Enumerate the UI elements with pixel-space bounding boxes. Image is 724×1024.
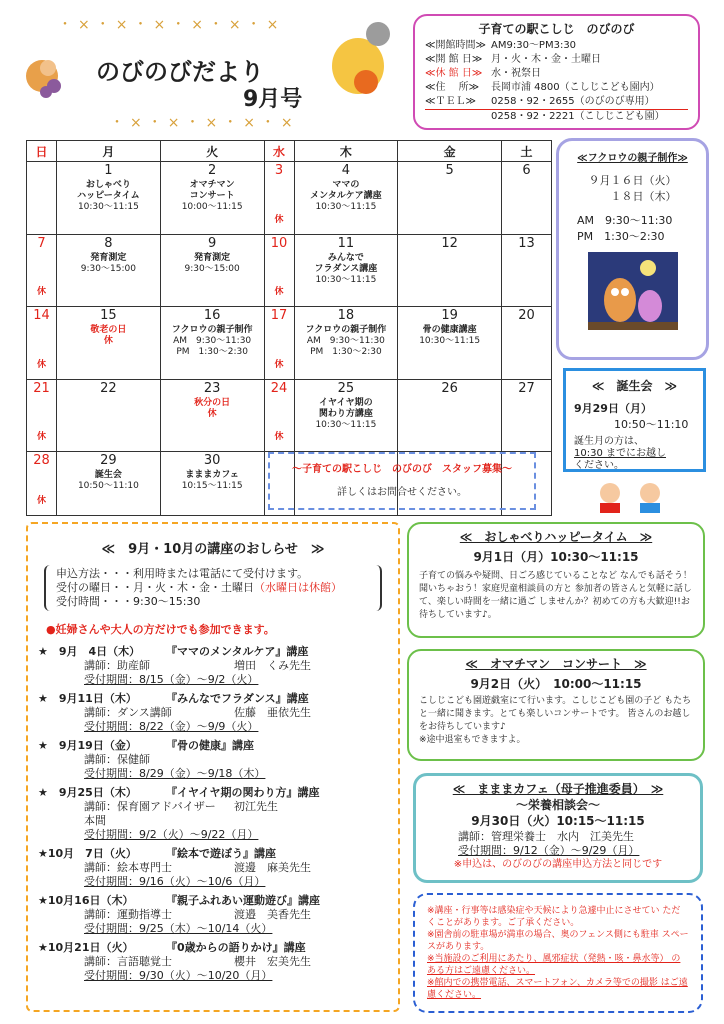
lecture-role: 講師：絵本専門士 [84,861,172,874]
event-title: 誕生会 [94,470,122,480]
concert-date: 9月2日（火） 10:00～11:15 [470,677,642,691]
calendar-day-cell [398,234,502,307]
lecture-period: 受付期間：8/29（金）～9/18（木） [84,767,266,780]
calendar-day-cell [264,162,294,235]
birthday-note-3: ください。 [574,460,624,471]
event-title: 骨の健康講座 [422,325,477,335]
staff-recruit-title: ～子育ての駅こしじ のびのび スタッフ募集～ [292,464,512,475]
lecture-date: ★ 9月11日（木） [38,692,137,705]
day-number: 1 [104,163,113,178]
day-number: 18 [337,308,355,323]
header-decoration-top: ・×・×・×・×・×・× [58,17,285,33]
day-number: 7 [37,235,46,251]
day-number: 12 [441,235,458,251]
event-title: メンタルケア講座 [310,191,382,201]
apply-info [44,565,382,611]
calendar-day-cell [160,162,264,235]
event-title: ハッピータイム [77,191,140,201]
birthday-note-1: 誕生月の方は、 [574,436,644,447]
day-number: 14 [33,308,50,323]
day-number: 30 [203,453,221,468]
lecture-item [38,786,388,842]
note-item: ※園舎前の駐車場が満車の場合、奥のフェンス側にも駐車 スペースがあります。 [427,930,689,952]
event-time: PM 1:30～2:30 [310,347,382,357]
calendar-day-cell [398,307,502,380]
cafe-teacher: 講師：管理栄養士 水内 江美先生 [458,830,634,843]
day-number: 15 [100,308,117,323]
lecture-name: 『ママのメンタルケア』講座 [166,645,309,658]
closed-label: 休 [36,359,46,370]
closed-label: 休 [36,496,46,506]
newsletter-issue: 9月号 [243,87,303,112]
day-number: 28 [33,453,50,468]
calendar-day-cell [27,379,57,452]
calendar-day-cell [264,234,294,307]
calendar-day-cell [264,307,294,380]
calendar-day-cell [57,234,161,307]
owl-craft-box [556,138,709,360]
calendar-day-cell [294,234,398,307]
apply-method: 申込方法・・・利用時または電話にて受付けます。 [56,567,309,580]
concert-note: ※途中退室もできますよ。 [419,735,526,745]
lecture-item [38,739,388,781]
pregnant-notice: ●妊婦さんや大人の方だけでも参加できます。 [46,623,275,636]
calendar-day-cell [27,162,57,235]
event-time: 10:30～11:15 [77,202,139,212]
calendar-day-cell [502,379,552,452]
staff-recruit-box [268,452,536,510]
cafe-period: 受付期間：9/12（金）～9/29（月） [458,844,640,857]
calendar-day-cell [160,379,264,452]
calendar-day-cell [57,162,161,235]
owl-craft-pm: PM 1:30～2:30 [577,230,665,243]
kids-playing-icon [580,475,690,515]
calendar-day-cell [160,234,264,307]
lecture-heading [38,692,388,706]
event-title: フクロウの親子制作 [171,325,253,335]
calendar-day-cell [57,379,161,452]
lecture-period: 受付期間：9/16（火）～10/6（月） [84,875,266,888]
owl-craft-am: AM 9:30～11:30 [577,214,673,227]
calendar-week-row [27,234,552,307]
day-number: 8 [104,235,113,251]
lecture-teacher-row [84,955,388,969]
lecture-date: ★ 9月25日（木） [38,786,137,799]
owl-craft-photo [588,252,678,330]
lecture-teacher-row [84,861,388,875]
day-number: 23 [203,380,221,396]
lecture-name: 『0歳からの語りかけ』講座 [166,941,306,954]
note-item: ※当施設のご利用にあたり、風邪症状（発熱・咳・鼻水等） のある方はご遠慮ください。 [427,954,681,976]
calendar-day-cell [57,307,161,380]
event-title: 関わり方講座 [318,408,373,419]
calendar-day-cell [502,234,552,307]
day-number: 3 [274,163,284,178]
closed-label: 休 [36,432,46,442]
calendar-day-cell [160,307,264,380]
concert-title: ≪ オマチマン コンサート ≫ [465,657,647,671]
day-number: 10 [270,235,288,251]
staff-recruit-text: 詳しくはお問合せください。 [337,487,467,498]
cafe-title: ≪ まままカフェ（母子推進委員） ≫ [452,782,664,796]
day-number: 21 [33,380,50,396]
info-row-tel: ≪ＴＥＬ≫ 0258・92・2655（のびのび専用） [425,95,688,110]
lecture-heading [38,894,388,908]
concert-box [407,649,705,761]
day-number: 13 [518,235,535,251]
birthday-date: 9月29日（月） [574,402,652,415]
calendar-day-cell [398,379,502,452]
lecture-item [38,941,388,983]
day-number: 11 [337,235,355,251]
birthday-title: ≪ 誕生会 ≫ [591,379,678,393]
calendar-day-cell [27,234,57,307]
lecture-item [38,692,388,734]
owl-craft-date-2: １８日（木） [610,190,677,203]
calendar-week-row [27,162,552,235]
lecture-teacher: 初江先生 [234,800,278,813]
day-number: 19 [441,308,458,323]
newsletter-title: のびのびだより [96,58,264,86]
lecture-teacher-row [84,800,388,828]
event-title: コンサート [189,191,235,201]
calendar-day-cell [27,452,57,516]
lectures-box [26,522,400,1012]
lecture-date: ★10月 7日（火） [38,847,137,860]
happy-time-text: 子育ての悩みや疑問、日ごろ感じていることなど なんでも話そう！聞いちゃおう！家庭児童相談員の方と 参加者の皆さんと気軽に話して、楽しい時間を一緒に過ご しませんか？初めての方も大歓迎!!お待ちしています♪。 [419,571,692,620]
newsletter-header [18,8,398,136]
lecture-role: 講師：助産師 [84,659,150,672]
lecture-teacher: 佐藤 亜依先生 [234,706,311,719]
lecture-list [38,645,388,983]
event-time: AM 9:30～11:30 [173,336,252,346]
day-number: 22 [100,380,117,396]
lecture-heading [38,739,388,753]
lecture-period: 受付期間：9/2（火）～9/22（月） [84,828,259,841]
lecture-role: 講師：保健師 [84,753,150,766]
info-row-open-days: ≪開 館 日≫ 月・火・木・金・土曜日 [425,54,601,65]
calendar-day-cell [27,307,57,380]
event-title: オマチマン [189,180,235,190]
birthday-note-2: 10:30 までにお越し [574,448,666,459]
event-time: 10:00～11:15 [181,202,243,212]
lecture-date: ★10月16日（木） [38,894,134,907]
lecture-period: 受付期間：9/30（火）～10/20（月） [84,969,273,982]
happy-time-box [407,522,705,638]
day-number: 27 [518,380,535,396]
cafe-date: 9月30日（火）10:15～11:15 [471,814,645,828]
lecture-role: 講師：運動指導士 [84,908,172,921]
facility-name: 子育ての駅こしじ のびのび [478,22,635,36]
note-item: ※館内での携帯電話、スマートフォン、カメラ等での撮影 はご遠慮ください。 [427,978,688,1000]
closed-label: 休 [36,287,46,297]
event-time: PM 1:30～2:30 [176,347,248,357]
weekday-fri: 金 [398,141,502,162]
lecture-heading [38,941,388,955]
lecture-period: 受付期間：9/25（木）～10/14（火） [84,922,273,935]
closed-label: 休 [274,287,284,297]
cafe-note: ※申込は、のびのびの講座申込方法と同じです [453,859,663,870]
lecture-heading [38,847,388,861]
calendar-day-cell [57,452,161,516]
lecture-teacher: 渡邊 麻美先生 [234,861,311,874]
info-row-closed-days: ≪休 館 日≫ 水・祝祭日 [425,68,541,79]
lecture-period: 受付期間：8/22（金）～9/9（火） [84,720,259,733]
lecture-item [38,894,388,936]
info-row-hours: ≪開館時間≫ AM9:30～PM3:30 [425,40,577,51]
calendar-day-cell [502,162,552,235]
calendar-day-cell [264,379,294,452]
lecture-role: 講師：ダンス講師 [84,706,172,719]
lecture-item [38,847,388,889]
lecture-role: 講師：言語聴覚士 [84,955,172,968]
apply-hours: 受付時間・・・9:30～15:30 [56,595,201,608]
lecture-name: 『親子ふれあい運動遊び』講座 [166,894,320,907]
lectures-title: ≪ 9月・10月の講座のおしらせ ≫ [101,542,325,557]
weekday-sat: 土 [502,141,552,162]
happy-time-date: 9月1日（月）10:30～11:15 [473,550,639,564]
event-title: みんなで [327,252,364,263]
day-number: 29 [100,453,117,468]
weekday-mon: 月 [57,141,161,162]
weekday-wed: 水 [264,141,294,162]
happy-time-title: ≪ おしゃべりハッピータイム ≫ [459,530,653,544]
weekday-thu: 木 [294,141,398,162]
closed-label: 休 [274,432,284,442]
calendar-header-row [27,141,552,162]
event-time: 9:30～15:00 [184,263,240,274]
event-time: 10:30～11:15 [419,336,481,346]
event-title: イヤイヤ期の [319,397,373,408]
day-number: 9 [207,235,217,251]
lecture-role: 講師：保育園アドバイザー 本間 [84,800,227,827]
calendar-day-cell [294,307,398,380]
event-time: 10:30～11:15 [315,419,377,430]
event-title: ママの [332,180,360,190]
note-item: ※講座・行事等は感染症や天候により急遽中止にさせてい ただくことがあります。ご了承ください。 [427,906,681,928]
weekday-tue: 火 [160,141,264,162]
day-number: 25 [337,380,355,396]
owl-craft-date-1: ９月１６日（火） [588,174,677,187]
calendar-day-cell [502,307,552,380]
owl-craft-title: ≪フクロウの親子制作≫ [577,153,688,164]
event-time: 10:30～11:15 [315,202,377,212]
squirrel-icon [18,48,64,98]
concert-text: こしじこども園遊戯室にて行います。こしじこども園の子ど もたちと一緒に聞きます。とても楽しいコンサートです。 皆さんのお越しをお待ちしています♪ [419,696,692,732]
lecture-name: 『骨の健康』講座 [166,739,254,752]
info-row-tel-2: 0258・92・2221（こしじこども園） [491,111,665,122]
event-title: 発育測定 [194,252,231,263]
calendar-day-cell [294,162,398,235]
lecture-teacher-row [84,706,388,720]
event-title: フクロウの親子制作 [305,325,387,335]
lecture-teacher: 櫻井 宏美先生 [234,955,311,968]
calendar-day-cell [398,162,502,235]
pear-squirrel-icon [326,18,398,98]
lecture-date: ★10月21日（火） [38,941,134,954]
day-number: 26 [441,380,458,396]
weekday-sun: 日 [27,141,57,162]
lecture-name: 『絵本で遊ぼう』講座 [166,847,276,860]
event-time: 9:30～15:00 [80,263,136,274]
event-time: 10:50～11:10 [77,481,139,491]
apply-days: 受付の曜日・・月・火・木・金・土曜日（水曜日は休館） [56,581,342,594]
day-number: 20 [518,308,535,323]
birthday-box [563,368,706,472]
closed-label: 休 [274,214,284,225]
day-number: 17 [270,308,288,323]
lecture-name: 『イヤイヤ期の関わり方』講座 [166,786,320,799]
day-number: 2 [207,163,217,178]
closed-label: 休 [274,359,284,370]
day-number: 16 [203,308,221,323]
day-number: 6 [522,163,531,178]
lecture-period: 受付期間：8/15（金）～9/2（火） [84,673,259,686]
event-time: 10:15～11:15 [181,481,243,491]
calendar-week-row [27,307,552,380]
notes-box [413,893,703,1013]
day-number: 24 [270,380,288,396]
lecture-date: ★ 9月19日（金） [38,739,137,752]
event-title: 発育測定 [90,252,127,263]
lecture-teacher: 増田 くみ先生 [234,659,311,672]
event-time: AM 9:30～11:30 [306,336,385,346]
birthday-time: 10:50～11:10 [614,418,689,431]
event-title: 休 [207,408,217,419]
lecture-teacher-row [84,659,388,673]
calendar-day-cell [160,452,264,516]
event-title: 休 [103,336,113,346]
day-number [27,162,56,180]
lecture-teacher-row [84,908,388,922]
event-title: 秋分の日 [194,397,231,408]
lecture-teacher-row [84,753,388,767]
cafe-subtitle: ～栄養相談会～ [515,798,600,812]
info-row-address: ≪住 所≫ 長岡市浦 4800（こしじこども園内） [425,82,660,93]
lecture-item [38,645,388,687]
lecture-teacher: 渡邉 美香先生 [234,908,311,921]
event-title: おしゃべり [85,180,131,190]
lecture-heading [38,786,388,800]
lecture-heading [38,645,388,659]
day-number: 4 [341,163,351,178]
lecture-date: ★ 9月 4日（木） [38,645,141,658]
lecture-name: 『みんなでフラダンス』講座 [166,692,309,705]
cafe-box [413,773,703,883]
calendar-week-row [27,379,552,452]
event-title: 敬老の日 [90,325,127,335]
event-title: フラダンス講座 [314,263,378,274]
facility-info-box [413,14,700,130]
header-decoration-bottom: ・×・×・×・×・× [110,115,299,131]
event-time: 10:30～11:15 [315,274,377,285]
day-number: 5 [445,163,454,178]
calendar-day-cell [294,379,398,452]
event-title: まままカフェ [185,470,239,480]
